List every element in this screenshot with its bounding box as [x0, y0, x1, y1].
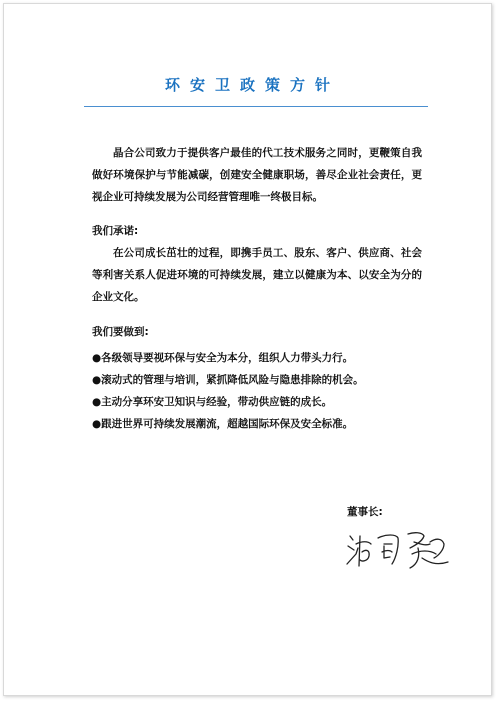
list-item: ●跟进世界可持续发展潮流，超越国际环保及安全标准。: [92, 418, 354, 430]
list-item: ●各级领导要视环保与安全为本分，组织人力带头力行。: [92, 352, 354, 364]
actions-list: [92, 347, 422, 435]
document-page: [3, 3, 492, 696]
page-title: 环安卫政策方针: [164, 76, 340, 94]
title-divider: [84, 106, 428, 107]
promise-heading: 我们承诺:: [92, 225, 139, 237]
handwritten-signature: [344, 524, 456, 572]
intro-paragraph: 晶合公司致力于提供客户最佳的代工技术服务之同时，更鞭策自我做好环境保护与节能减碳，创建安全健康职场，善尽企业社会责任，更视企业可持续发展为公司经营管理唯一终极目标。: [92, 147, 422, 203]
list-item: ●滚动式的管理与培训，紧抓降低风险与隐患排除的机会。: [92, 374, 364, 386]
promise-paragraph: 在公司成长茁壮的过程，即携手员工、股东、客户、供应商、社会等利害关系人促进环境的可持续发展，建立以健康为本、以安全为分的企业文化。: [92, 247, 422, 303]
actions-heading: 我们要做到:: [92, 326, 149, 338]
signature-label: 董事长:: [347, 506, 383, 518]
list-item: ●主动分享环安卫知识与经验，带动供应链的成长。: [92, 396, 333, 408]
